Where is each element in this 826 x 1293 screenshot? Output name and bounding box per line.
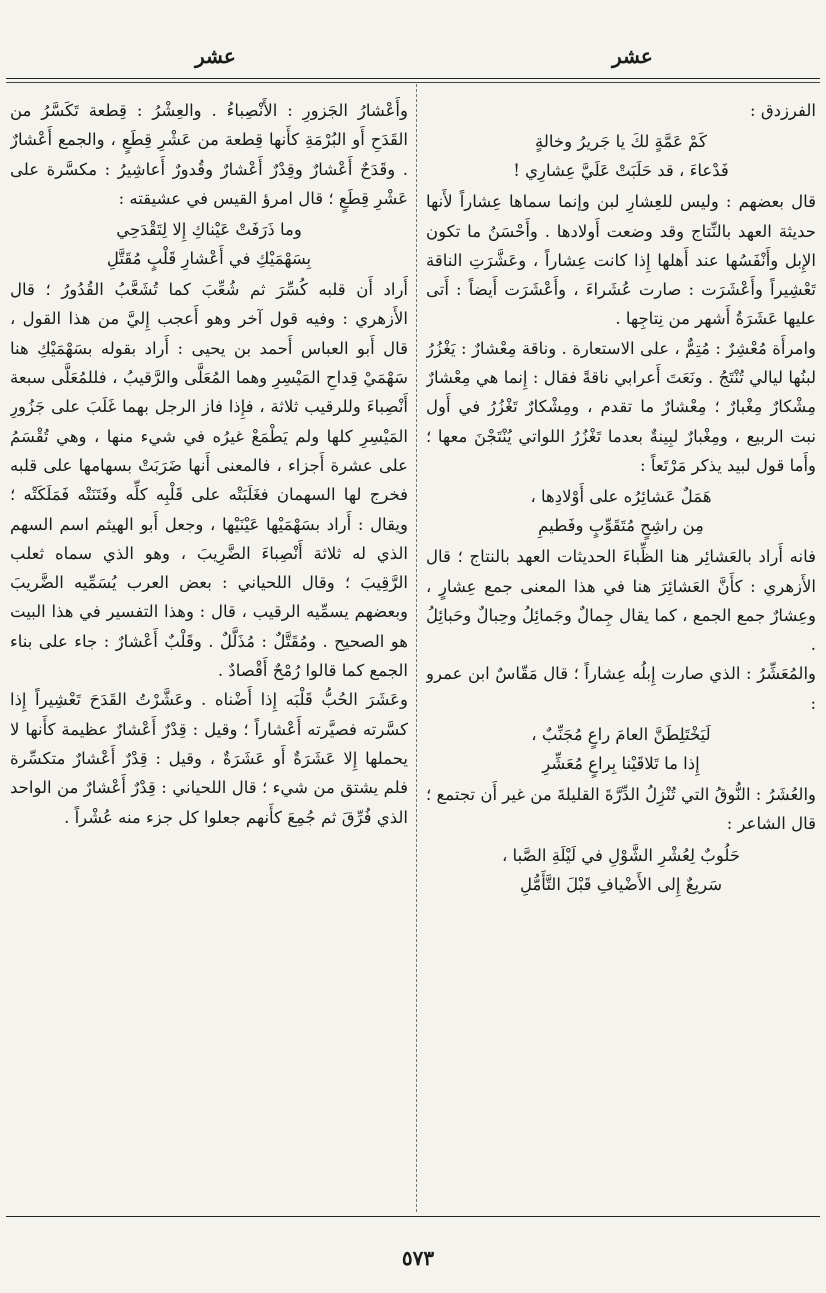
right-paragraph-2: قال بعضهم : وليس للعِشارِ لبن وإنما سماها عِشاراً لأَنها حديثة العهد بالنِّتاج وقد وضعت أَولادها . وأَحْسَنُ ما تكون الإِبل وأَنْفَسُها عند أَهلها إِذا كانت عِشاراً ، وعَشَّرَتِ الناقة تَعْشِيراً وأَعْشَرَت : صارت عُشَراءَ ، وأَعْشَرَت أَيضاً : أَتى عليها عَشَرَةُ أَشهر من نِتاجِها . [426,192,816,329]
bottom-rule [6,1216,820,1217]
left-paragraph-3: وعَشَرَ الحُبُّ قَلْبَه إِذا أَضْناه . وعَشَّرْتُ القَدَحَ تَعْشِيراً إِذا كسَّرته فصيَّرته أَعْشاراً ؛ وقيل : قِدْرٌ أَعْشارٌ عظيمة كأَنها لا يحملها إِلا عَشَرَةٌ أَو عَشَرَةٌ ، وقيل : قِدْرٌ أَعْشارٌ متكسِّرة فلم يشتق من شيء ؛ قال اللحياني : قِدْرٌ أَعْشارٌ من الواحد الذي فُرِّقَ ثم جُمِعَ كأَنهم جعلوا كل جزء منه عُشْراً . [10,690,408,827]
page-number: ٥٧٣ [401,1246,435,1270]
right-column [426,96,816,1211]
verse-line: فَدْعاءَ ، قد حَلَبَتْ عَلَيَّ عِشارِي ! [513,161,729,181]
column-divider [416,84,417,1212]
right-paragraph-6: والعُشَرُ : النُّوقُ التي تُنْزِلُ الدِّرَّةَ القليلةَ من غير أَن تجتمع ؛ قال الشاعر : [426,785,816,834]
right-verse-2 [426,482,816,540]
left-paragraph-2: أَراد أَن قلبه كُسِّرَ ثم شُعِّبَ كما تُشَعَّبُ القُدُورُ ؛ قال الأَزهري : وفيه قول آخر وهو أَعجب إِليَّ من هذا القول ، قال أَبو العباس أَحمد بن يحيى : أَراد بقوله بسَهْمَيْكِ هنا سَهْمَيْ قِداحِ المَيْسِرِ وهما المُعَلَّى والرَّقيبُ ، فللمُعَلَّى سبعة أَنْصِباءَ وللرقيب ثلاثة ، فإِذا فاز الرجل بهما غَلَبَ على جَزُورِ المَيْسِرِ كلها ولم يَطْمَعْ غيرُه في شيء منها ، وهي تُقْسَمُ على عشرة أَجزاء ، فالمعنى أَنها ضَرَبَتْ بسهامها على قلبه فخرج لها السهمان فغَلَبَتْه على قَلْبِه كلِّه وفَتَنَتْه فَمَلَكَتْه ؛ ويقال : أَراد بسَهْمَيْها عَيْنَيْها ، وجعل أَبو الهيثم اسم السهم الذي له ثلاثة أَنْصِباءَ الضَّرِيبَ ، وهو الذي سماه ثعلب الرَّقِيبَ ؛ وقال اللحياني : بعض العرب يُسَمِّيه الضَّريبَ وبعضهم يسمِّيه الرقيب ، قال : وهذا التفسير في هذا البيت هو الصحيح . ومُقَتَّلٌ : مُذَلَّلٌ . وقَلْبٌ أَعْشارٌ : جاء على بناء الجمع كما قالوا رُمْحٌ أَقْصادٌ . [10,280,408,681]
verse-line: بِسَهْمَيْكِ في أَعْشارِ قَلْبٍ مُقَتَّلِ [106,249,312,269]
verse-line: كَمْ عَمَّةٍ لكَ يا جَريرُ وخالةٍ [535,132,707,152]
top-rule [6,78,820,79]
verse-line: هَمَلٌ عَشائِرُه على أَوْلادِها ، [530,487,712,507]
verse-line: سَريعٌ إِلى الأَضْيافِ قَبْلَ التَّأَمُّلِ [519,874,723,894]
right-paragraph-5: والمُعَشِّرُ : الذي صارت إِبلُه عِشاراً ؛ قال مَقّاسٌ ابن عمرو : [426,664,816,713]
left-column [10,96,408,1211]
top-rule-secondary [6,82,820,83]
right-paragraph-3: وامرأَة مُعْشِرٌ : مُتِمٌّ ، على الاستعارة . وناقة مِعْشارٌ : يَغْزُرُ لبنُها ليالي تُنْتَجُ . ونَعَتَ أَعرابي ناقةً فقال : إِنما هي مِعْشارٌ مِشْكارٌ مِغْبارٌ ؛ مِعْشارٌ ما تقدم ، ومِشْكارٌ تَغْزُرُ في أَول نبت الربيع ، ومِغْبارٌ لبِينةٌ بعدما تَغْزُرُ اللواتي يُنْتَجْنَ معها ؛ وأَما قول لبيد يذكر مَرْتَعاً : [426,338,816,475]
verse-line: وما ذَرَفَتْ عَيْناكِ إِلا لِتَقْدَحِي [116,220,302,240]
left-verse-1 [10,215,408,273]
left-paragraph-1: وأَعْشارُ الجَزورِ : الأَنْصِباءُ . والعِشْرُ : قِطعة تَكَسَّرُ من القَدَحِ أَو البُرْمَةِ كأَنها قِطعة من عَشْرِ قِطَعٍ ، والجمع أَعْشارٌ . وقَدَحٌ أَعْشارٌ وقِدْرٌ أَعْشارٌ وقُدورٌ أَعاشِيرُ : مكسَّرة على عَشْرِ قِطَعٍ ؛ قال امرؤ القيس في عشيقته : [10,101,408,208]
header-left-word: عشر [195,44,236,68]
right-verse-1 [426,127,816,185]
header-right-word: عشر [612,44,653,68]
verse-line: مِن راشِحٍ مُتَقَوِّبٍ وفَطيمِ [538,516,704,536]
verse-line: إِذا ما تَلاقَيْنا بِراعٍ مُعَشِّرِ [542,754,700,774]
right-verse-4 [426,841,816,899]
right-verse-3 [426,720,816,778]
verse-line: حَلُوبٌ لِعُشْرِ الشَّوْلِ في لَيْلَةِ الصَّبا ، [501,845,741,865]
right-paragraph-1: الفرزدق : [750,101,816,120]
verse-line: لَيَخْتَلِطَنَّ العامَ راعٍ مُجَنِّبٌ ، [531,725,711,745]
right-paragraph-4: فانه أَراد بالعَشائِر هنا الظِّباءَ الحديثات العهد بالنتاج ؛ قال الأَزهري : كأَنَّ العَشائِرَ هنا في هذا المعنى جمع عِشارٍ ، وعِشارٌ جمع الجمع ، كما يقال جِمالٌ وجَمائِلُ وحِبالٌ وحَبائِلُ . [426,547,816,655]
